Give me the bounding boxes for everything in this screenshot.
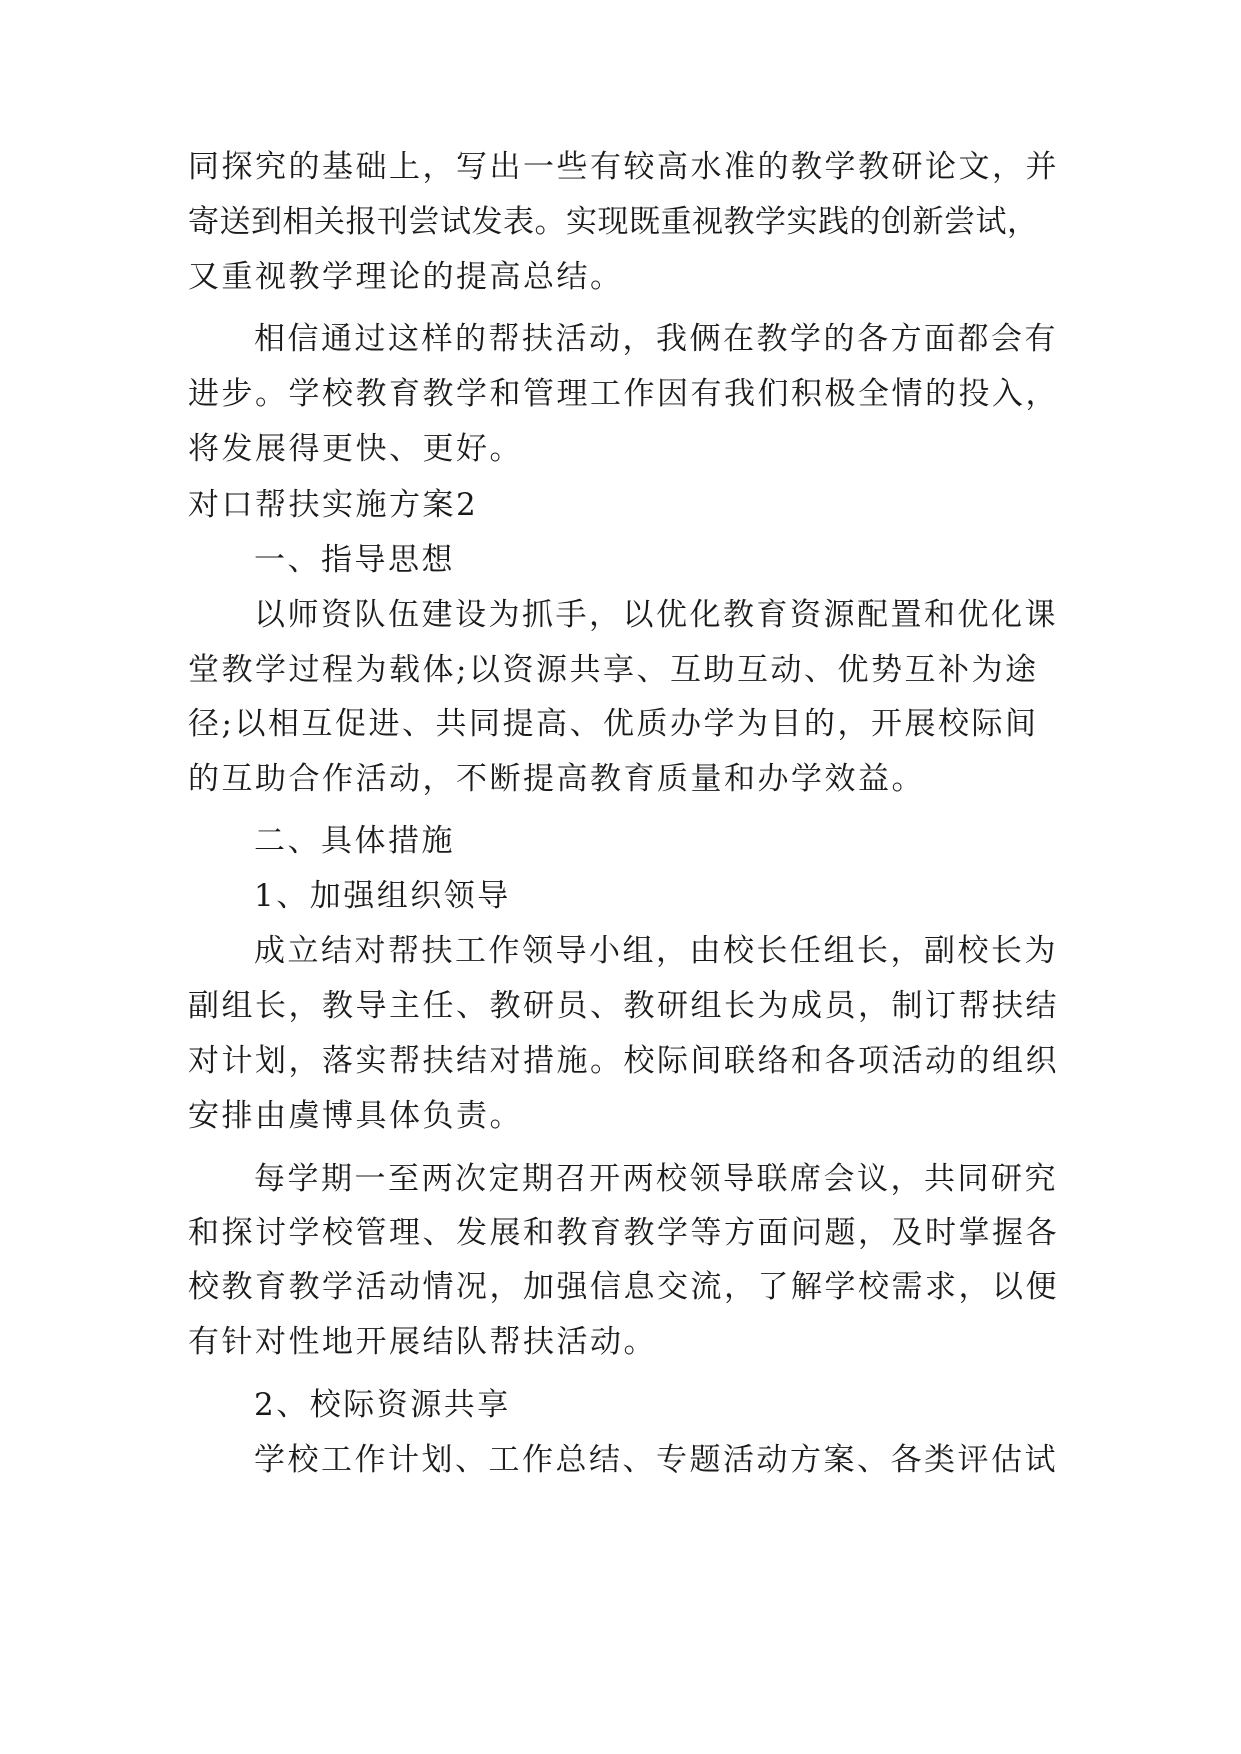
text-line: 和探讨学校管理、发展和教育教学等方面问题，及时掌握各 <box>188 1215 1059 1251</box>
text-line: 每学期一至两次定期召开两校领导联席会议，共同研究 <box>254 1161 1058 1197</box>
text-line: 径;以相互促进、共同提高、优质办学为目的，开展校际间 <box>188 706 1039 742</box>
text-line: 有针对性地开展结队帮扶活动。 <box>188 1324 657 1360</box>
text-line: 副组长，教导主任、教研员、教研组长为成员，制订帮扶结 <box>188 988 1059 1024</box>
text-line: 寄送到相关报刊尝试发表。实现既重视教学实践的创新尝试， <box>188 204 1039 240</box>
text-line: 校教育教学活动情况，加强信息交流，了解学校需求，以便 <box>188 1269 1059 1305</box>
text-line: 对计划，落实帮扶结对措施。校际间联络和各项活动的组织 <box>188 1043 1059 1079</box>
text-line: 同探究的基础上，写出一些有较高水准的教学教研论文，并 <box>188 149 1059 185</box>
text-line: 以师资队伍建设为抓手，以优化教育资源配置和优化课 <box>254 597 1058 633</box>
text-line: 堂教学过程为载体;以资源共享、互助互动、优势互补为途 <box>188 652 1039 688</box>
text-line: 相信通过这样的帮扶活动，我俩在教学的各方面都会有 <box>254 321 1058 357</box>
heading-specific-measures: 二、具体措施 <box>254 823 455 859</box>
text-line: 又重视教学理论的提高总结。 <box>188 259 624 295</box>
text-line: 的互助合作活动，不断提高教育质量和办学效益。 <box>188 761 925 797</box>
text-line: 进步。学校教育教学和管理工作因有我们积极全情的投入， <box>188 376 1059 412</box>
heading-organization: 1、加强组织领导 <box>254 878 511 914</box>
heading-resource-sharing: 2、校际资源共享 <box>254 1387 511 1423</box>
text-line: 成立结对帮扶工作领导小组，由校长任组长，副校长为 <box>254 933 1058 969</box>
text-line: 学校工作计划、工作总结、专题活动方案、各类评估试 <box>254 1442 1058 1478</box>
heading-guiding-ideology: 一、指导思想 <box>254 542 455 578</box>
text-line: 将发展得更快、更好。 <box>188 431 523 467</box>
text-line: 安排由虞博具体负责。 <box>188 1098 523 1134</box>
section-title: 对口帮扶实施方案2 <box>188 487 479 523</box>
